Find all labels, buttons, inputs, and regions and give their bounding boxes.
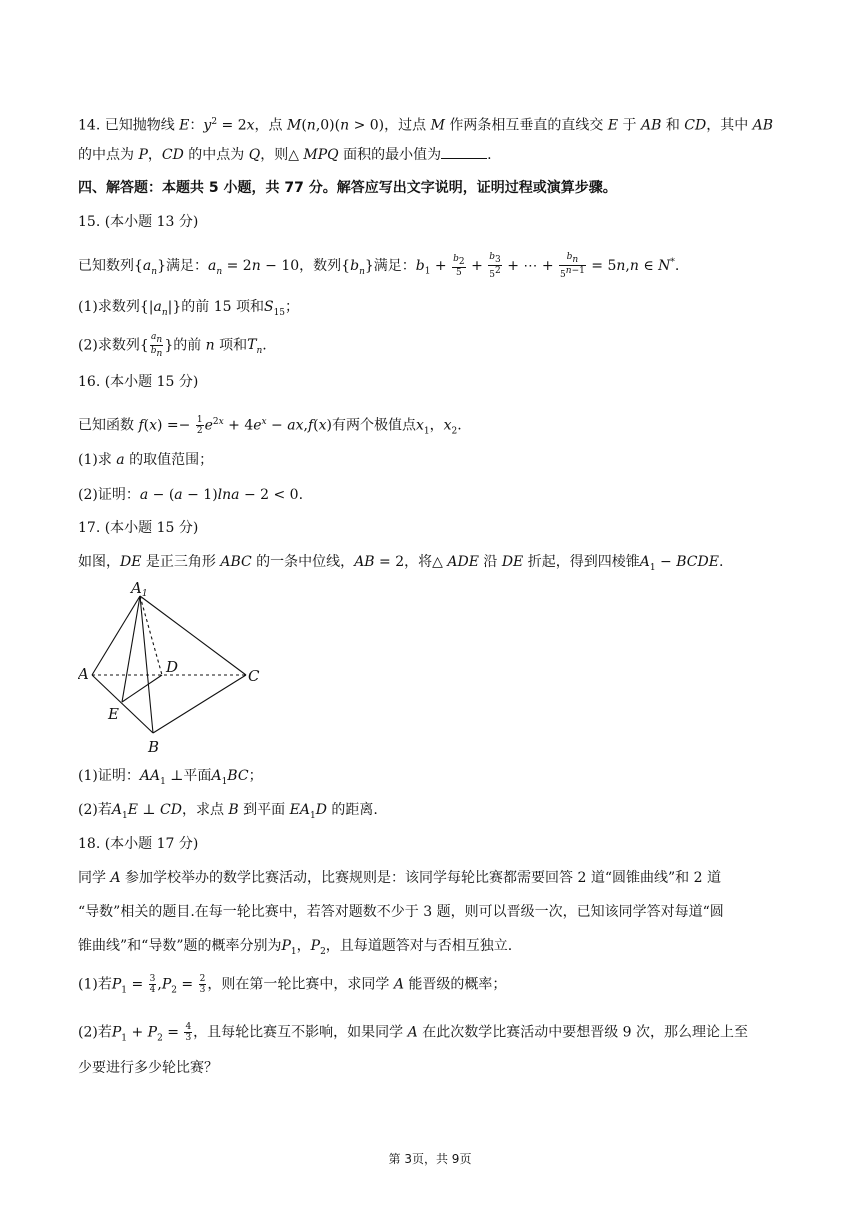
q15-part2: (2)求数列{ $\frac{a_n}{b_n}$ }的前 n 项和$T_n$. — [78, 332, 267, 359]
pyramid-figure — [78, 578, 268, 760]
q17-part1: (1)证明：$AA_1$ ⊥平面$A_1BC$； — [78, 768, 263, 787]
q18-part2-line1: (2)若$P_1 + P_2$ = $\frac{4}{3}$ ，且每轮比赛互不影响，如果同学 A 在此次数学比赛活动中要想晋级 9 次，那么理论上至 — [78, 1022, 749, 1044]
page-footer: 第 3页，共 9页 — [388, 1152, 472, 1166]
q17-stem: 如图，DE 是正三角形 ABC 的一条中位线，AB = 2，将△ ADE 沿 DE 折起，得到四棱锥$A_1$ − BCDE. — [78, 554, 724, 573]
q16-stem: 已知函数 f(x) =− $\frac{1}{2}$ $e^{2x} + 4e^x - ax,f(x)$有两个极值点$x_1$，$x_2$. — [78, 415, 462, 437]
q17-part2: (2)若$A_1E$ ⊥ CD，求点 B 到平面 $EA_1D$ 的距离. — [78, 802, 378, 821]
q18-part1: (1)若$P_1$ = $\frac{3}{4}$ $,P_2$ = $\frac{2}{3}$ ，则在第一轮比赛中，求同学 A 能晋级的概率； — [78, 974, 507, 996]
q18-part2-line2: 少要进行多少轮比赛？ — [78, 1060, 218, 1076]
edge-a1-c — [140, 596, 246, 675]
section-heading: 四、解答题：本题共 5 小题，共 77 分。解答应写出文字说明，证明过程或演算步骤。 — [78, 180, 617, 196]
edge-a1-e — [122, 596, 140, 702]
q16-header: 16. (本小题 15 分) — [78, 374, 199, 390]
label-c: C — [248, 667, 260, 685]
q18-header: 18. (本小题 17 分) — [78, 836, 199, 852]
edge-a-b — [92, 675, 153, 733]
q18-stem-line3: 锥曲线”和“导数”题的概率分别为$P_1$，$P_2$，且每道题答对与否相互独立. — [78, 938, 513, 957]
edge-b-c — [153, 675, 246, 733]
q16-part1: (1)求 a 的取值范围； — [78, 452, 214, 468]
edge-e-d — [122, 675, 162, 702]
q14-line2: 的中点为 P，CD 的中点为 Q，则△ MPQ 面积的最小值为 . — [78, 147, 492, 163]
q15-header: 15. (本小题 13 分) — [78, 214, 199, 230]
q17-header: 17. (本小题 15 分) — [78, 520, 199, 536]
q14-line1: 14. 已知抛物线 E：$y^2 = 2x$，点 M(n,0)(n > 0)，过点 M 作两条相互垂直的直线交 E 于 AB 和 CD，其中 AB — [78, 117, 774, 134]
label-d: D — [166, 658, 179, 676]
label-a1: $A_1$ — [131, 579, 148, 599]
q18-stem-line1: 同学 A 参加学校举办的数学比赛活动，比赛规则是：该同学每轮比赛都需要回答 2 道“圆锥曲线”和 2 道 — [78, 870, 721, 886]
q15-part1: (1)求数列$\{|a_n|\}$的前 15 项和$S_{15}$； — [78, 299, 300, 318]
label-b: B — [148, 738, 160, 756]
label-e: E — [108, 705, 119, 723]
q15-stem: 已知数列$\{a_n\}$满足：$a_n = 2n - 10$，数列$\{b_n\}$满足：$b_1$ + $\frac{b_2}{5}$ + $\frac{b_3}{5^2}$ + ⋯ + $\frac{b_n}{5^{n-1}}$ = 5n,n ∈ N*. — [78, 252, 680, 280]
label-a: A — [78, 665, 89, 683]
q16-part2: (2)证明：a − (a − 1)lna − 2 < 0. — [78, 487, 304, 503]
q18-stem-line2: “导数”相关的题目.在每一轮比赛中，若答对题数不少于 3 题，则可以晋级一次，已知该同学答对每道“圆 — [78, 904, 724, 920]
edge-a1-b — [140, 596, 153, 733]
